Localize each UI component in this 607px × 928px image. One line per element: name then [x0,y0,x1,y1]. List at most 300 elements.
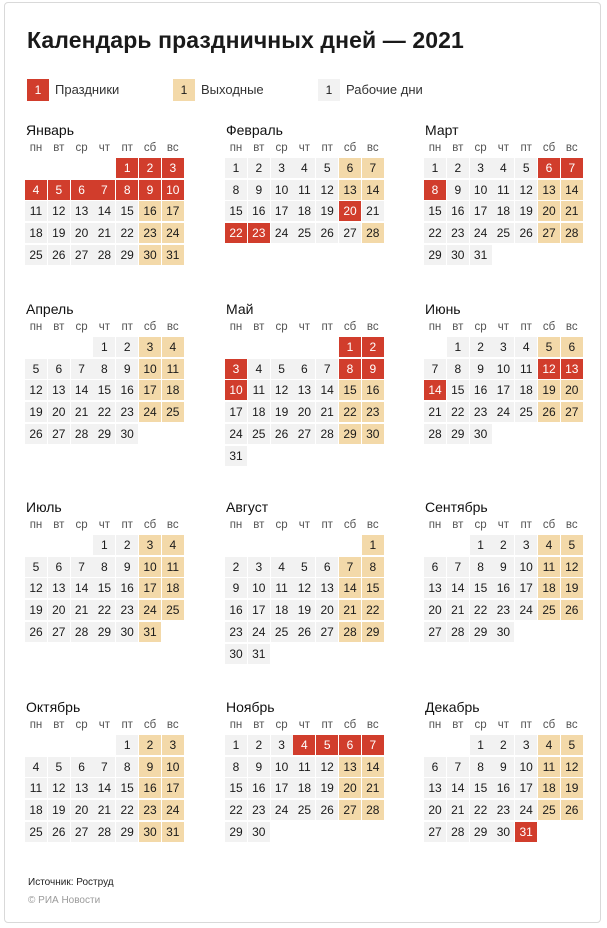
day-cell-workday: 29 [447,424,469,444]
day-cell-workday: 30 [248,822,270,842]
month-name: Февраль [226,122,283,138]
day-cell-workday: 13 [48,380,70,400]
day-cell-weekend: 5 [561,535,583,555]
weekday-header [424,517,584,533]
day-cell-weekend: 14 [362,757,384,777]
day-cell-holiday: 12 [538,359,560,379]
day-cell-weekend: 7 [339,557,361,577]
weekday-label: вт [452,719,464,731]
day-cell-workday: 17 [515,578,537,598]
day-cell-workday: 10 [470,180,492,200]
calendar-card [4,2,601,923]
month-5 [225,300,385,470]
day-cell-workday: 29 [424,245,446,265]
day-cell-weekend: 28 [339,622,361,642]
day-cell-workday: 9 [492,757,514,777]
day-cell-workday: 10 [248,578,270,598]
day-cell-weekend: 13 [339,180,361,200]
weekday-label: вс [565,321,578,333]
day-cell-workday: 2 [492,535,514,555]
weekday-header [225,319,385,335]
day-cell-workday: 9 [225,578,247,598]
day-cell-workday: 26 [316,800,338,820]
day-cell-workday: 29 [93,622,115,642]
day-cell-weekend: 11 [538,757,560,777]
weekday-label: чт [298,321,311,333]
day-cell-workday: 1 [93,535,115,555]
day-cell-workday: 8 [470,557,492,577]
month-12 [424,698,584,868]
day-cell-workday: 7 [447,757,469,777]
day-cell-workday: 11 [25,201,47,221]
day-cell-workday: 13 [316,578,338,598]
day-cell-workday: 24 [470,223,492,243]
day-cell-workday: 27 [339,223,361,243]
day-cell-workday: 12 [25,578,47,598]
day-cell-workday: 9 [470,359,492,379]
weekday-label: пт [321,519,333,531]
day-cell-workday: 18 [248,402,270,422]
day-cell-workday: 15 [116,778,138,798]
day-cell-workday: 23 [116,600,138,620]
day-cell-workday: 17 [515,778,537,798]
day-cell-holiday: 5 [316,735,338,755]
day-cell-holiday: 7 [93,180,115,200]
day-cell-workday: 20 [316,600,338,620]
day-cell-workday: 10 [271,757,293,777]
weekday-label: вт [53,321,65,333]
day-cell-workday: 11 [25,778,47,798]
day-cell-workday: 18 [492,201,514,221]
legend-label-workdays: Рабочие дни [346,82,423,97]
days-grid [424,735,584,865]
day-cell-weekend: 19 [561,578,583,598]
day-cell-workday: 12 [316,180,338,200]
day-cell-workday: 19 [293,600,315,620]
weekday-header [225,517,385,533]
day-cell-workday: 30 [116,424,138,444]
day-cell-workday: 26 [316,223,338,243]
day-cell-workday: 28 [71,622,93,642]
weekday-label: пт [321,142,333,154]
day-cell-workday: 8 [93,359,115,379]
day-cell-workday: 8 [470,757,492,777]
day-cell-weekend: 19 [561,778,583,798]
days-grid [25,735,185,865]
weekday-label: пт [520,321,532,333]
weekday-label: пт [121,142,133,154]
day-cell-workday: 19 [316,778,338,798]
legend-label-holidays: Праздники [55,82,120,97]
weekday-label: ср [474,519,487,531]
day-cell-workday: 26 [25,424,47,444]
day-cell-weekend: 1 [362,535,384,555]
day-cell-workday: 22 [93,402,115,422]
day-cell-workday: 17 [470,201,492,221]
weekday-label: чт [497,519,510,531]
weekday-label: пн [29,719,43,731]
day-cell-workday: 30 [225,644,247,664]
day-cell-holiday: 5 [48,180,70,200]
day-cell-workday: 1 [447,337,469,357]
day-cell-workday: 12 [48,201,70,221]
day-cell-weekend: 18 [162,380,184,400]
day-cell-holiday: 7 [561,158,583,178]
month-name: Май [226,301,254,317]
day-cell-workday: 19 [515,201,537,221]
day-cell-workday: 21 [316,402,338,422]
day-cell-weekend: 20 [339,778,361,798]
weekday-label: пн [428,719,442,731]
day-cell-workday: 28 [316,424,338,444]
day-cell-workday: 2 [248,735,270,755]
weekday-label: пт [121,719,133,731]
day-cell-workday: 23 [470,402,492,422]
day-cell-weekend: 23 [362,402,384,422]
month-name: Июль [26,499,62,515]
legend-swatch-weekend: 1 [173,79,195,101]
day-cell-workday: 16 [248,201,270,221]
weekday-label: ср [75,719,88,731]
day-cell-weekend: 3 [139,337,161,357]
day-cell-workday: 31 [225,446,247,466]
weekday-label: ср [75,321,88,333]
day-cell-workday: 5 [25,557,47,577]
day-cell-workday: 27 [71,822,93,842]
weekday-label: пт [321,719,333,731]
day-cell-workday: 13 [293,380,315,400]
day-cell-weekend: 11 [162,557,184,577]
day-cell-weekend: 13 [538,180,560,200]
weekday-label: сб [343,519,357,531]
day-cell-workday: 11 [492,180,514,200]
day-cell-weekend: 10 [162,757,184,777]
day-cell-workday: 14 [447,578,469,598]
weekday-label: ср [75,519,88,531]
day-cell-workday: 13 [424,778,446,798]
day-cell-holiday: 22 [225,223,247,243]
day-cell-weekend: 31 [162,245,184,265]
weekday-label: сб [343,142,357,154]
day-cell-holiday: 8 [424,180,446,200]
day-cell-workday: 20 [48,600,70,620]
day-cell-weekend: 22 [339,402,361,422]
day-cell-workday: 15 [225,201,247,221]
legend-swatch-holiday: 1 [27,79,49,101]
day-cell-workday: 10 [515,557,537,577]
day-cell-workday: 16 [116,380,138,400]
day-cell-weekend: 25 [538,800,560,820]
day-cell-workday: 19 [25,402,47,422]
days-grid [424,337,584,467]
day-cell-workday: 15 [470,578,492,598]
weekday-label: пт [321,321,333,333]
day-cell-workday: 2 [225,557,247,577]
day-cell-workday: 23 [116,402,138,422]
weekday-label: пн [29,142,43,154]
month-name: Декабрь [425,699,480,715]
day-cell-holiday: 7 [362,735,384,755]
day-cell-holiday: 4 [293,735,315,755]
month-name: Июнь [425,301,461,317]
weekday-label: пн [229,142,243,154]
legend-label-weekends: Выходные [201,82,264,97]
weekday-header [225,140,385,156]
day-cell-workday: 9 [248,180,270,200]
day-cell-workday: 27 [71,245,93,265]
day-cell-workday: 29 [93,424,115,444]
day-cell-workday: 20 [48,402,70,422]
day-cell-workday: 10 [492,359,514,379]
day-cell-weekend: 26 [561,600,583,620]
day-cell-holiday: 20 [339,201,361,221]
day-cell-workday: 23 [492,800,514,820]
day-cell-workday: 1 [116,735,138,755]
day-cell-weekend: 3 [139,535,161,555]
day-cell-workday: 11 [248,380,270,400]
day-cell-weekend: 4 [162,337,184,357]
day-cell-weekend: 4 [538,735,560,755]
day-cell-weekend: 18 [538,578,560,598]
day-cell-workday: 9 [116,557,138,577]
day-cell-workday: 7 [447,557,469,577]
weekday-label: пн [29,321,43,333]
day-cell-workday: 18 [515,380,537,400]
day-cell-workday: 2 [116,337,138,357]
days-grid [25,337,185,467]
day-cell-workday: 8 [447,359,469,379]
day-cell-weekend: 23 [139,800,161,820]
day-cell-workday: 6 [48,557,70,577]
weekday-label: чт [98,719,111,731]
day-cell-weekend: 30 [362,424,384,444]
day-cell-workday: 12 [316,757,338,777]
weekday-label: вт [253,719,265,731]
day-cell-weekend: 8 [362,557,384,577]
weekday-label: пн [229,719,243,731]
weekday-label: чт [98,321,111,333]
weekday-label: вс [166,519,179,531]
day-cell-weekend: 7 [362,158,384,178]
weekday-label: чт [497,142,510,154]
day-cell-weekend: 18 [162,578,184,598]
day-cell-workday: 29 [470,822,492,842]
weekday-label: ср [474,321,487,333]
weekday-header [25,140,185,156]
legend [5,79,600,103]
weekday-label: вт [253,321,265,333]
day-cell-workday: 21 [424,402,446,422]
weekday-label: пн [29,519,43,531]
day-cell-weekend: 20 [561,380,583,400]
weekday-header [25,717,185,733]
day-cell-workday: 6 [424,557,446,577]
day-cell-workday: 29 [225,822,247,842]
day-cell-weekend: 24 [162,800,184,820]
day-cell-workday: 12 [515,180,537,200]
day-cell-workday: 27 [424,822,446,842]
day-cell-workday: 13 [71,201,93,221]
day-cell-workday: 9 [248,757,270,777]
day-cell-workday: 6 [48,359,70,379]
day-cell-weekend: 4 [162,535,184,555]
month-name: Март [425,122,459,138]
day-cell-weekend: 17 [139,380,161,400]
days-grid [424,535,584,665]
day-cell-workday: 3 [271,158,293,178]
weekday-label: пт [520,519,532,531]
day-cell-workday: 2 [447,158,469,178]
day-cell-weekend: 6 [339,158,361,178]
day-cell-workday: 5 [271,359,293,379]
day-cell-workday: 9 [492,557,514,577]
day-cell-weekend: 21 [561,201,583,221]
day-cell-weekend: 11 [162,359,184,379]
day-cell-workday: 1 [470,535,492,555]
day-cell-workday: 29 [470,622,492,642]
month-11 [225,698,385,868]
days-grid [25,535,185,665]
day-cell-workday: 18 [271,600,293,620]
day-cell-weekend: 16 [139,778,161,798]
day-cell-workday: 26 [515,223,537,243]
day-cell-workday: 18 [293,201,315,221]
weekday-header [424,319,584,335]
day-cell-workday: 15 [93,578,115,598]
weekday-label: пн [428,321,442,333]
month-1 [25,121,185,291]
day-cell-holiday: 4 [25,180,47,200]
weekday-label: пн [428,142,442,154]
month-name: Апрель [26,301,74,317]
day-cell-workday: 22 [470,600,492,620]
weekday-label: ср [75,142,88,154]
day-cell-holiday: 14 [424,380,446,400]
day-cell-workday: 16 [116,578,138,598]
day-cell-weekend: 27 [538,223,560,243]
day-cell-workday: 22 [470,800,492,820]
day-cell-workday: 26 [25,622,47,642]
day-cell-workday: 20 [424,800,446,820]
day-cell-workday: 30 [492,622,514,642]
day-cell-workday: 7 [316,359,338,379]
day-cell-workday: 7 [93,757,115,777]
day-cell-workday: 1 [225,735,247,755]
day-cell-holiday: 1 [339,337,361,357]
day-cell-workday: 17 [248,600,270,620]
day-cell-holiday: 2 [362,337,384,357]
weekday-label: вт [253,142,265,154]
day-cell-weekend: 24 [139,600,161,620]
day-cell-weekend: 12 [561,557,583,577]
day-cell-workday: 22 [225,800,247,820]
weekday-label: ср [275,321,288,333]
day-cell-workday: 6 [424,757,446,777]
weekday-label: ср [275,719,288,731]
day-cell-workday: 21 [71,600,93,620]
weekday-label: ср [275,142,288,154]
day-cell-workday: 14 [447,778,469,798]
day-cell-workday: 9 [116,359,138,379]
day-cell-weekend: 6 [561,337,583,357]
day-cell-workday: 20 [71,223,93,243]
day-cell-workday: 21 [71,402,93,422]
day-cell-workday: 29 [116,822,138,842]
day-cell-workday: 14 [93,778,115,798]
weekday-label: пн [229,321,243,333]
day-cell-workday: 19 [48,223,70,243]
day-cell-workday: 3 [470,158,492,178]
day-cell-workday: 25 [492,223,514,243]
day-cell-workday: 16 [492,778,514,798]
weekday-label: сб [542,719,556,731]
day-cell-holiday: 2 [139,158,161,178]
weekday-label: вс [565,142,578,154]
day-cell-workday: 5 [515,158,537,178]
day-cell-workday: 4 [25,757,47,777]
day-cell-workday: 16 [248,778,270,798]
day-cell-holiday: 10 [162,180,184,200]
day-cell-workday: 21 [362,201,384,221]
day-cell-weekend: 5 [561,735,583,755]
page-title: Календарь праздничных дней — 2021 [27,27,464,53]
day-cell-weekend: 14 [339,578,361,598]
day-cell-workday: 22 [447,402,469,422]
day-cell-workday: 27 [48,424,70,444]
day-cell-workday: 30 [116,622,138,642]
day-cell-workday: 17 [225,402,247,422]
day-cell-weekend: 27 [339,800,361,820]
day-cell-workday: 26 [48,822,70,842]
weekday-label: вс [565,519,578,531]
day-cell-holiday: 3 [225,359,247,379]
weekday-label: вс [166,321,179,333]
day-cell-workday: 1 [93,337,115,357]
day-cell-workday: 21 [447,600,469,620]
day-cell-workday: 15 [424,201,446,221]
day-cell-workday: 7 [71,557,93,577]
day-cell-weekend: 31 [139,622,161,642]
weekday-label: вс [166,719,179,731]
day-cell-weekend: 17 [162,201,184,221]
day-cell-workday: 2 [116,535,138,555]
day-cell-workday: 27 [293,424,315,444]
day-cell-workday: 25 [293,800,315,820]
day-cell-weekend: 25 [162,402,184,422]
day-cell-workday: 21 [447,800,469,820]
day-cell-workday: 9 [447,180,469,200]
day-cell-weekend: 9 [139,757,161,777]
weekday-label: вс [366,142,379,154]
day-cell-workday: 1 [470,735,492,755]
day-cell-workday: 11 [515,359,537,379]
day-cell-workday: 16 [470,380,492,400]
month-6 [424,300,584,470]
day-cell-workday: 25 [25,822,47,842]
day-cell-holiday: 6 [71,180,93,200]
day-cell-workday: 25 [515,402,537,422]
weekday-label: чт [298,142,311,154]
day-cell-workday: 3 [248,557,270,577]
weekday-label: вт [452,142,464,154]
day-cell-workday: 8 [116,757,138,777]
day-cell-weekend: 19 [538,380,560,400]
day-cell-workday: 20 [293,402,315,422]
source-note: Источник: Роструд [28,877,114,888]
weekday-label: чт [497,719,510,731]
day-cell-workday: 26 [271,424,293,444]
day-cell-workday: 24 [271,800,293,820]
